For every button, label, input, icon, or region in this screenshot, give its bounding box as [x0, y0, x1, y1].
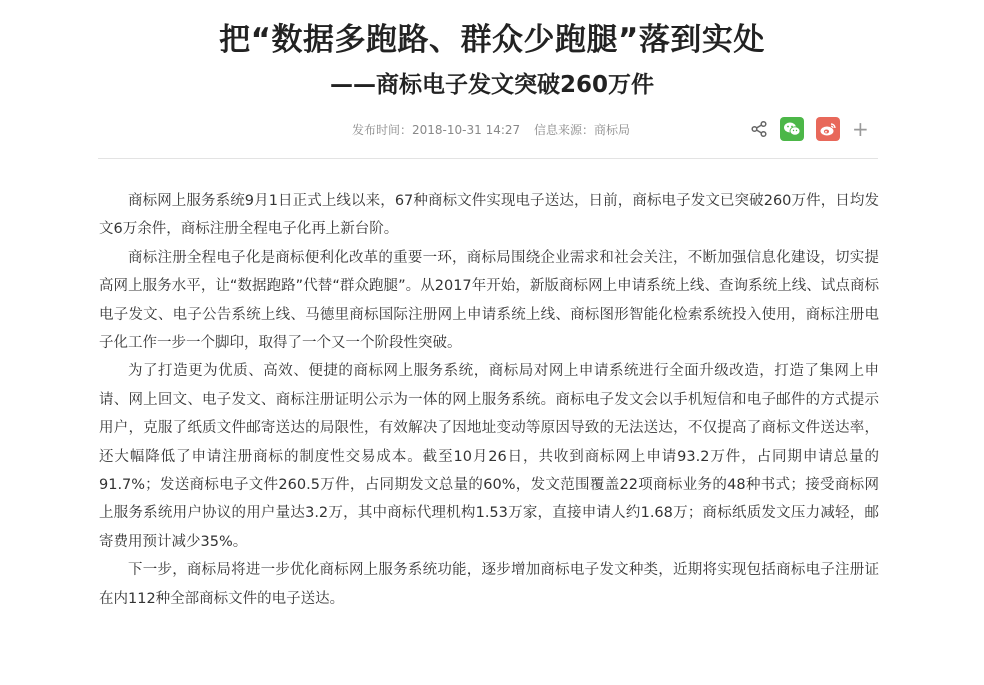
article-paragraph: 为了打造更为优质、高效、便捷的商标网上服务系统，商标局对网上申请系统进行全面升级改造，打造了集网上申请、网上回文、电子发文、商标注册证明公示为一体的网上服务系统。商标电子发文会以手机短信和电子邮件的方式提示用户，克服了纸质文件邮寄送达的局限性，有效解决了因地址变动等原因导致的无法送达，不仅提高了商标文件送达率，还大幅降低了申请注册商标的制度性交易成本。截至10月26日，共收到商标网上申请93.2万件，占同期申请总量的91.7%；发送商标电子文件260.5万件，占同期发文总量的60%，发文范围覆盖22项商标业务的48种书式；接受商标网上服务系统用户协议的用户量达3.2万，其中商标代理机构1.53万家，直接申请人约1.68万；商标纸质发文压力减轻，邮寄费用预计减少35%。: [99, 363, 879, 550]
article-meta: [352, 121, 640, 139]
share-bar: [750, 116, 881, 142]
article-paragraph: 下一步，商标局将进一步优化商标网上服务系统功能，逐步增加商标电子发文种类，近期将实现包括商标电子注册证在内112种全部商标文件的电子送达。: [99, 562, 879, 607]
weibo-icon[interactable]: [816, 117, 840, 141]
article-body: [99, 187, 879, 613]
publish-time: [352, 123, 520, 137]
source-label: 信息来源：: [533, 123, 594, 137]
publish-time-label: 发布时间：: [352, 123, 413, 137]
article-paragraph: 商标注册全程电子化是商标便利化改革的重要一环，商标局围绕企业需求和社会关注，不断加强信息化建设，切实提高网上服务水平，让“数据跑路”代替“群众跑腿”。从2017年开始，新版商标网上申请系统上线、查询系统上线、试点商标电子发文、电子公告系统上线、马德里商标国际注册网上申请系统上线、商标图形智能化检索系统投入使用，商标注册电子化工作一步一个脚印，取得了一个又一个阶段性突破。: [99, 249, 879, 352]
title-divider: [98, 158, 878, 159]
info-source: [534, 123, 630, 137]
article-paragraph: 商标网上服务系统9月1日正式上线以来，67种商标文件实现电子送达，日前，商标电子发文已突破260万件，日均发文6万余件，商标注册全程电子化再上新台阶。: [99, 193, 879, 238]
source-value: 商标局: [594, 123, 631, 137]
article-title: 把“数据多跑路、群众少跑腿”落到实处: [219, 22, 765, 58]
publish-time-value: 2018-10-31 14:27: [412, 123, 521, 137]
share-icon[interactable]: [750, 120, 768, 138]
wechat-icon[interactable]: [780, 117, 804, 141]
plus-icon[interactable]: +: [852, 117, 869, 141]
article-subtitle: ——商标电子发文突破260万件: [329, 72, 654, 98]
